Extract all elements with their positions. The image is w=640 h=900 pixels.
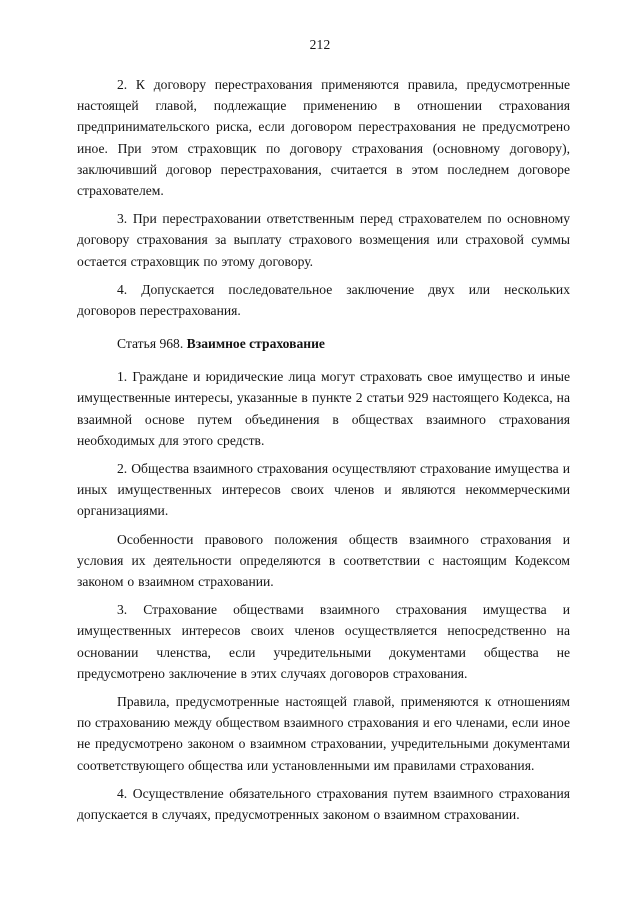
article-heading	[77, 333, 570, 354]
paragraph-mutual-2-details: Особенности правового положения обществ взаимного страхования и условия их деятельности определяются в соответствии с настоящим Кодексом законом о взаимном страховании.	[77, 531, 570, 590]
article-title: Взаимное страхование	[186, 336, 325, 352]
paragraph-reinsurance-4: 4. Допускается последовательное заключение двух или нескольких договоров перестрахования.	[77, 281, 570, 319]
paragraph-reinsurance-3: 3. При перестраховании ответственным перед страхователем по основному договору страхования за выплату страхового возмещения или страховой суммы остается страховщик по этому договору.	[77, 211, 570, 269]
paragraph-mutual-3: 3. Страхование обществами взаимного страхования имущества и имущественных интересов своих членов осуществляется непосредственно на основании членства, если учредительными документами общества не предусмотрено заключение в этих случаях договоров страхования.	[77, 602, 570, 681]
page-number: 212	[309, 37, 331, 52]
paragraph-mutual-2: 2. Общества взаимного страхования осуществляют страхование имущества и иных имущественных интересов своих членов и являются некоммерческими организациями.	[77, 461, 570, 519]
paragraph-mutual-4: 4. Осуществление обязательного страхования путем взаимного страхования допускается в случаях, предусмотренных законом о взаимном страховании.	[77, 785, 570, 823]
article-label: Статья 968.	[117, 336, 184, 352]
paragraph-mutual-1: 1. Граждане и юридические лица могут страховать свое имущество и иные имущественные интересы, указанные в пункте 2 статьи 929 настоящего Кодекса, на взаимной основе путем объединения в обществах взаимного страхования необходимых для этого средств.	[77, 369, 570, 448]
paragraph-mutual-3-rules: Правила, предусмотренные настоящей главой, применяются к отношениям по страхованию между обществом взаимного страхования и его членами, если иное не предусмотрено законом о взаимном страховании, учредительными документами соответствующего общества или установленными им правилами страхования.	[77, 694, 570, 773]
page-content	[77, 74, 570, 832]
paragraph-reinsurance-2: 2. К договору перестрахования применяются правила, предусмотренные настоящей главой, подлежащие применению в отношении страхования предпринимательского риска, если договором перестрахования не предусмотрено иное. При этом страховщик по договору страхования (основному договору), заключивший договор перестрахования, считается в этом последнем договоре страхователем.	[77, 77, 570, 199]
